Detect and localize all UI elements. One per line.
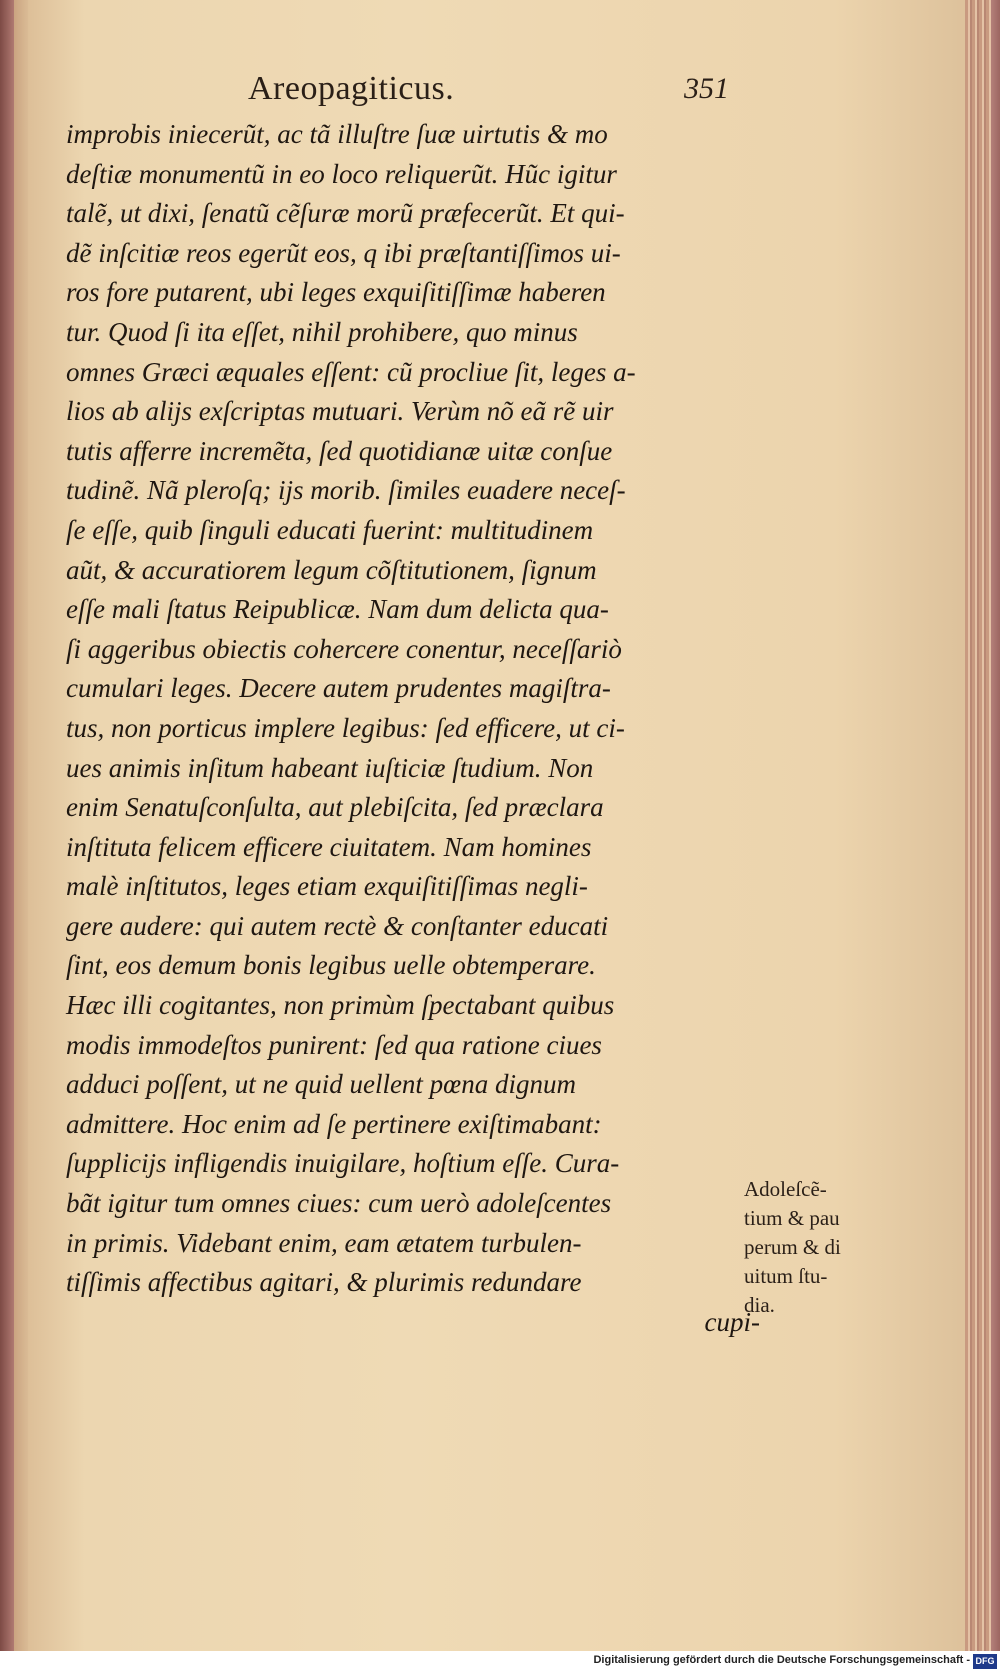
text-line: ſint, eos demum bonis legibus uelle obtemperare.: [66, 950, 596, 981]
text-line: deſtiæ monumentũ in eo loco reliquerũt. Hũc igitur: [66, 158, 617, 189]
text-line: ros fore putarent, ubi leges exquiſitiſſimæ haberen: [66, 277, 606, 308]
page-number: 351: [684, 72, 729, 105]
book-page: [28, 0, 976, 1651]
footer-bar: [0, 1651, 1000, 1673]
text-line: ſupplicijs infligendis inuigilare, hoſtium eſſe. Cura-: [66, 1148, 620, 1179]
text-line: tus, non porticus implere legibus: ſed efficere, ut ci-: [66, 712, 625, 743]
text-line: admittere. Hoc enim ad ſe pertinere exiſtimabant:: [66, 1108, 602, 1139]
dfg-logo: DFG: [973, 1654, 997, 1669]
marginal-note: [744, 1175, 884, 1320]
marginal-note-line: perum & di: [744, 1235, 841, 1259]
text-line: dẽ inſcitiæ reos egerũt eos, q ibi præſtantiſſimos ui-: [66, 237, 621, 268]
book-binding-edge: [0, 0, 14, 1651]
page-stack-edges: [965, 0, 1000, 1651]
text-line: enim Senatuſconſulta, aut plebiſcita, ſed præclara: [66, 792, 604, 823]
catchword: cupi-: [704, 1306, 760, 1337]
body-text: [66, 115, 766, 1342]
text-line: bãt igitur tum omnes ciues: cum uerò adoleſcentes: [66, 1188, 612, 1219]
text-line: in primis. Videbant enim, eam ætatem turbulen-: [66, 1227, 582, 1258]
text-line: inſtituta felicem efficere ciuitatem. Nam homines: [66, 831, 592, 862]
text-line: improbis iniecerũt, ac tã illuſtre ſuæ uirtutis & mo: [66, 119, 608, 149]
marginal-note-line: uitum ſtu-: [744, 1264, 828, 1288]
marginal-note-line: tium & pau: [744, 1206, 840, 1230]
marginal-note-line: dia.: [744, 1293, 775, 1317]
text-line: adduci poſſent, ut ne quid uellent pœna dignum: [66, 1069, 576, 1100]
text-line: tutis afferre incremẽta, ſed quotidianæ uitæ conſue: [66, 435, 613, 466]
text-line: omnes Græci æquales eſſent: cũ procliue ſit, leges a-: [66, 356, 636, 387]
footer-credit: Digitalisierung gefördert durch die Deutsche Forschungsgemeinschaft -: [593, 1654, 970, 1666]
text-line: aũt, & accuratiorem legum cõſtitutionem, ſignum: [66, 554, 597, 585]
text-line: tudinẽ. Nã pleroſq; ijs morib. ſimiles euadere neceſ-: [66, 475, 626, 506]
text-line: ſi aggeribus obiectis cohercere conentur, neceſſariò: [66, 633, 622, 664]
text-line: eſſe mali ſtatus Reipublicæ. Nam dum delicta qua-: [66, 594, 609, 625]
text-line: lios ab alijs exſcriptas mutuari. Verùm nõ eã rẽ uir: [66, 396, 614, 427]
text-line: tiſſimis affectibus agitari, & plurimis redundare: [66, 1267, 582, 1298]
text-line: Hæc illi cogitantes, non primùm ſpectabant quibus: [66, 990, 615, 1021]
text-line: cumulari leges. Decere autem prudentes magiſtra-: [66, 673, 611, 704]
marginal-note-line: Adoleſcẽ-: [744, 1177, 827, 1201]
running-head-title: Areopagiticus.: [248, 70, 455, 107]
text-line: tur. Quod ſi ita eſſet, nihil prohibere, quo minus: [66, 316, 578, 347]
running-head: [28, 70, 976, 112]
text-line: ſe eſſe, quib ſinguli educati fuerint: multitudinem: [66, 514, 594, 545]
text-line: malè inſtitutos, leges etiam exquiſitiſſimas negli-: [66, 871, 588, 902]
text-line: talẽ, ut dixi, ſenatũ cẽſuræ morũ præfecerũt. Et qui-: [66, 198, 625, 229]
text-line: modis immodeſtos punirent: ſed qua ratione ciues: [66, 1029, 602, 1060]
text-line: gere audere: qui autem rectè & conſtanter educati: [66, 910, 609, 941]
text-line: ues animis inſitum habeant iuſticiæ ſtudium. Non: [66, 752, 594, 783]
